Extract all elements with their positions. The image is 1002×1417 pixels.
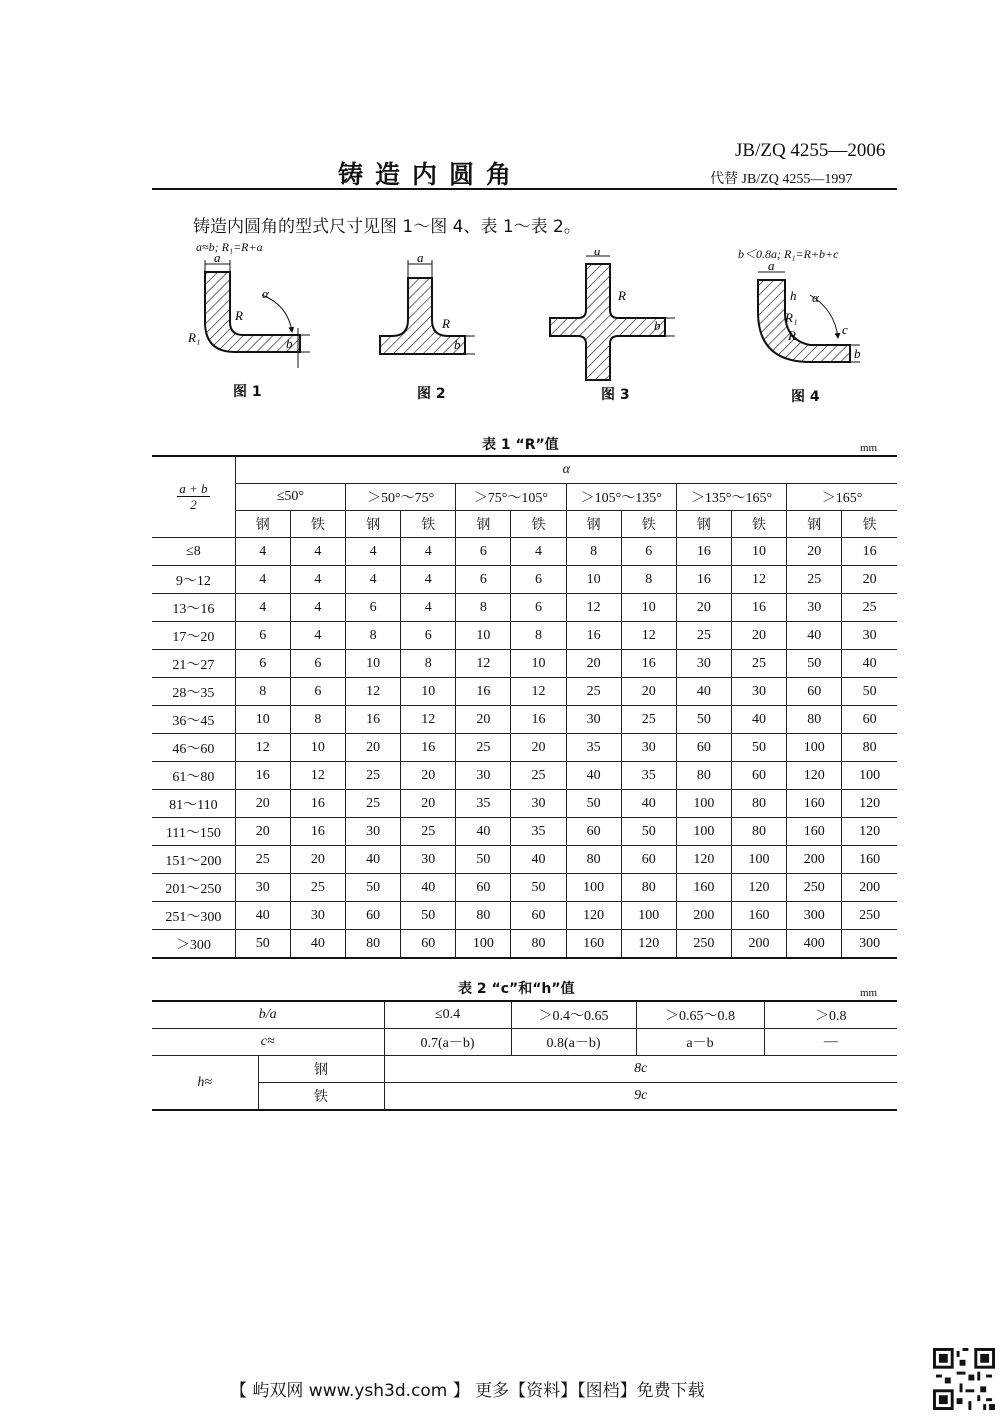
svg-text:R: R [618,288,626,303]
r-value-cell: 50 [787,650,842,678]
r-value-cell: 25 [456,734,511,762]
r-value-cell: 16 [621,650,676,678]
r-value-cell: 4 [511,538,566,566]
table-row [152,594,897,622]
r-value-cell: 160 [787,790,842,818]
r-value-cell: 50 [401,902,456,930]
r-value-cell: 100 [676,818,731,846]
table-row [152,678,897,706]
r-value-cell: 12 [346,678,401,706]
r-value-cell: 120 [842,790,897,818]
r-value-cell: 120 [842,818,897,846]
r-value-cell: 6 [511,594,566,622]
r-value-cell: 60 [346,902,401,930]
r-value-cell: 12 [621,622,676,650]
footer-text: 【 屿双网 www.ysh3d.com 】 更多【资料】【图档】免费下载 [230,1381,705,1401]
r-value-cell: 100 [787,734,842,762]
r-value-cell: 20 [235,818,290,846]
r-value-cell: 20 [290,846,345,874]
angle-group-header: ＞50°～75° [346,484,456,511]
svg-text:R: R [788,328,796,343]
replaces-standard: 代替 JB/ZQ 4255—1997 [710,172,853,187]
r-value-cell: 40 [621,790,676,818]
r-value-cell: 12 [401,706,456,734]
r-value-cell: 30 [511,790,566,818]
r-value-cell: 80 [456,902,511,930]
r-value-cell: 16 [566,622,621,650]
r-value-cell: 12 [731,566,786,594]
r-value-cell: 20 [787,538,842,566]
size-range-cell: 81～110 [152,790,235,818]
h-steel-value: 8c [384,1056,897,1083]
header-rule [152,188,897,190]
r-value-cell: 60 [676,734,731,762]
r-value-cell: 30 [235,874,290,902]
ratio-label: b/a [152,1001,384,1029]
r-value-cell: 25 [731,650,786,678]
r-value-cell: 25 [787,566,842,594]
r-value-cell: 120 [621,930,676,959]
r-value-cell: 16 [290,818,345,846]
r-value-cell: 40 [456,818,511,846]
r-value-cell: 4 [290,566,345,594]
r-value-cell: 50 [621,818,676,846]
r-value-cell: 20 [456,706,511,734]
r-value-cell: 120 [787,762,842,790]
r-value-cell: 50 [456,846,511,874]
r-value-cell: 16 [842,538,897,566]
figure-1-label: 图 1 [233,384,262,400]
r-value-cell: 25 [621,706,676,734]
size-range-cell: 111～150 [152,818,235,846]
r-value-cell: 80 [621,874,676,902]
r-value-cell: 4 [346,566,401,594]
r-value-cell: 6 [290,650,345,678]
svg-text:α: α [262,286,269,301]
r-value-cell: 20 [511,734,566,762]
qr-code-icon [933,1348,995,1410]
r-value-cell: 25 [290,874,345,902]
c-value: 0.7(a－b) [384,1029,511,1056]
table-1-caption: 表 1 “R”值 [482,437,559,453]
r-value-cell: 6 [290,678,345,706]
iron-header: 铁 [842,511,897,538]
size-range-cell: 36～45 [152,706,235,734]
r-value-cell: 16 [346,706,401,734]
svg-text:R₁: R₁ [188,330,201,345]
r-value-cell: 6 [456,566,511,594]
r-value-cell: 10 [290,734,345,762]
figure-2 [380,250,475,354]
r-value-cell: 40 [842,650,897,678]
iron-header: 铁 [290,511,345,538]
table-row [152,902,897,930]
figure-3-label: 图 3 [601,387,630,403]
row-header-cell: $\frac{a + b}{2}$ [152,456,235,538]
r-value-cell: 4 [401,538,456,566]
r-value-cell: 12 [566,594,621,622]
r-value-cell: 8 [566,538,621,566]
r-value-cell: 10 [566,566,621,594]
intro-text: 铸造内圆角的型式尺寸见图 1～图 4、表 1～表 2。 [193,217,581,237]
figure-4-label: 图 4 [791,389,820,405]
svg-text:a: a [417,250,424,265]
r-value-cell: 20 [401,762,456,790]
r-value-cell: 20 [346,734,401,762]
r-value-cell: 60 [731,762,786,790]
r-value-cell: 8 [456,594,511,622]
r-value-cell: 250 [676,930,731,959]
size-range-cell: ≤8 [152,538,235,566]
r-value-cell: 30 [346,818,401,846]
r-value-cell: 12 [511,678,566,706]
angle-group-header: ＞75°～105° [456,484,566,511]
r-value-cell: 200 [731,930,786,959]
r-value-cell: 4 [235,566,290,594]
size-range-cell: 13～16 [152,594,235,622]
r-value-cell: 40 [787,622,842,650]
table-row [152,622,897,650]
r-value-cell: 20 [731,622,786,650]
size-range-cell: 17～20 [152,622,235,650]
iron-header: 铁 [731,511,786,538]
r-value-cell: 25 [401,818,456,846]
angle-group-header: ＞135°～165° [676,484,786,511]
r-value-cell: 300 [842,930,897,959]
r-value-cell: 50 [511,874,566,902]
r-value-cell: 60 [842,706,897,734]
r-value-cell: 6 [456,538,511,566]
r-value-cell: 100 [621,902,676,930]
r-value-cell: 160 [731,902,786,930]
c-value: — [764,1029,897,1056]
r-value-cell: 120 [731,874,786,902]
table-row [152,650,897,678]
r-value-cell: 8 [511,622,566,650]
svg-text:b: b [854,346,861,361]
figure-3 [550,250,675,380]
iron-header: 铁 [621,511,676,538]
r-value-cell: 16 [676,538,731,566]
table-row [152,566,897,594]
r-value-cell: 40 [401,874,456,902]
svg-text:b: b [654,318,661,333]
size-range-cell: 61～80 [152,762,235,790]
r-value-cell: 20 [676,594,731,622]
svg-text:α: α [812,290,819,305]
table-row [152,706,897,734]
r-value-cell: 10 [456,622,511,650]
r-value-cell: 40 [235,902,290,930]
r-value-cell: 400 [787,930,842,959]
r-value-cell: 16 [401,734,456,762]
c-label: c≈ [152,1029,384,1056]
svg-text:R: R [235,308,243,323]
r-value-cell: 80 [787,706,842,734]
r-value-cell: 50 [346,874,401,902]
size-range-cell: 251～300 [152,902,235,930]
r-value-cell: 200 [676,902,731,930]
r-value-cell: 50 [731,734,786,762]
r-value-cell: 40 [566,762,621,790]
r-value-cell: 120 [676,846,731,874]
r-value-cell: 200 [842,874,897,902]
r-value-cell: 200 [787,846,842,874]
r-value-cell: 30 [566,706,621,734]
r-value-cell: 8 [346,622,401,650]
table-row [152,762,897,790]
r-value-cell: 20 [401,790,456,818]
r-value-cell: 80 [346,930,401,959]
r-value-cell: 4 [290,538,345,566]
r-value-table [152,455,897,959]
table-2-unit: mm [860,987,878,999]
r-value-cell: 16 [731,594,786,622]
r-value-cell: 250 [842,902,897,930]
r-value-cell: 6 [621,538,676,566]
r-value-cell: 50 [566,790,621,818]
figure-1 [187,250,310,368]
r-value-cell: 80 [731,818,786,846]
r-value-cell: 160 [566,930,621,959]
angle-group-header: ＞165° [787,484,897,511]
r-value-cell: 20 [842,566,897,594]
r-value-cell: 10 [731,538,786,566]
r-value-cell: 80 [566,846,621,874]
standard-code: JB/ZQ 4255—2006 [735,140,886,161]
steel-header: 钢 [456,511,511,538]
table-row [152,930,897,959]
r-value-cell: 8 [290,706,345,734]
svg-text:b: b [286,336,293,351]
r-value-cell: 25 [511,762,566,790]
r-value-cell: 50 [842,678,897,706]
r-value-cell: 4 [235,538,290,566]
r-value-cell: 300 [787,902,842,930]
size-range-cell: 46～60 [152,734,235,762]
r-value-cell: 10 [621,594,676,622]
r-value-cell: 6 [511,566,566,594]
h-label: h≈ [152,1056,258,1111]
r-value-cell: 60 [787,678,842,706]
r-value-cell: 20 [566,650,621,678]
steel-header: 钢 [235,511,290,538]
r-value-cell: 160 [676,874,731,902]
angle-group-header: ＞105°～135° [566,484,676,511]
r-value-cell: 100 [566,874,621,902]
figures-drawing [170,250,890,390]
r-value-cell: 8 [235,678,290,706]
figure-1-formula: a≈b; R₁=R+a [196,240,263,254]
r-value-cell: 8 [621,566,676,594]
r-value-cell: 12 [456,650,511,678]
svg-text:c: c [842,322,848,337]
r-value-cell: 25 [676,622,731,650]
r-value-cell: 10 [511,650,566,678]
r-value-cell: 100 [731,846,786,874]
h-iron-value: 9c [384,1083,897,1111]
steel-header: 钢 [676,511,731,538]
size-range-cell: 201～250 [152,874,235,902]
r-value-cell: 60 [511,902,566,930]
r-value-cell: 40 [290,930,345,959]
r-value-cell: 30 [787,594,842,622]
document-title: 铸造内圆角 [338,160,524,189]
r-value-cell: 35 [566,734,621,762]
r-value-cell: 20 [235,790,290,818]
table-row [152,818,897,846]
table-1-unit: mm [860,442,878,454]
svg-text:R₁: R₁ [785,310,798,325]
r-value-cell: 40 [676,678,731,706]
r-value-cell: 30 [456,762,511,790]
r-value-cell: 10 [401,678,456,706]
size-range-cell: 9～12 [152,566,235,594]
svg-text:a: a [768,258,775,273]
r-value-cell: 30 [676,650,731,678]
r-value-cell: 4 [401,566,456,594]
r-value-cell: 80 [511,930,566,959]
r-value-cell: 6 [401,622,456,650]
r-value-cell: 8 [401,650,456,678]
r-value-cell: 16 [290,790,345,818]
size-range-cell: ＞300 [152,930,235,959]
r-value-cell: 80 [842,734,897,762]
c-h-value-table [152,1000,897,1111]
size-range-cell: 28～35 [152,678,235,706]
r-value-cell: 25 [346,762,401,790]
r-value-cell: 30 [621,734,676,762]
ratio-range: ＞0.4～0.65 [511,1001,636,1029]
r-value-cell: 6 [235,622,290,650]
r-value-cell: 35 [456,790,511,818]
r-value-cell: 35 [621,762,676,790]
r-value-cell: 10 [346,650,401,678]
table-row [152,846,897,874]
ratio-range: ＞0.65～0.8 [636,1001,764,1029]
r-value-cell: 20 [621,678,676,706]
table-row [152,734,897,762]
r-value-cell: 60 [566,818,621,846]
r-value-cell: 4 [346,538,401,566]
r-value-cell: 25 [346,790,401,818]
table-2-caption: 表 2 “c”和“h”值 [458,981,575,997]
r-value-cell: 16 [235,762,290,790]
r-value-cell: 50 [235,930,290,959]
r-value-cell: 40 [346,846,401,874]
figure-4 [758,258,861,362]
r-value-cell: 10 [235,706,290,734]
steel-header: 钢 [566,511,621,538]
r-value-cell: 60 [401,930,456,959]
size-range-cell: 21～27 [152,650,235,678]
figure-4-formula: b＜0.8a; R₁=R+b+c [738,247,839,261]
angle-group-header: ≤50° [235,484,345,511]
r-value-cell: 4 [401,594,456,622]
svg-text:a: a [594,250,601,258]
r-value-cell: 30 [401,846,456,874]
steel-header: 钢 [346,511,401,538]
svg-text:b: b [454,337,461,352]
r-value-cell: 160 [787,818,842,846]
iron-header: 铁 [401,511,456,538]
ratio-range: ≤0.4 [384,1001,511,1029]
alpha-header: α [235,456,897,484]
r-value-cell: 50 [676,706,731,734]
r-value-cell: 25 [235,846,290,874]
iron-header: 铁 [511,511,566,538]
r-value-cell: 30 [290,902,345,930]
r-value-cell: 100 [456,930,511,959]
svg-text:a: a [214,250,221,265]
c-value: a－b [636,1029,764,1056]
r-value-cell: 4 [235,594,290,622]
r-value-cell: 35 [511,818,566,846]
table-row [152,874,897,902]
svg-text:R: R [442,316,450,331]
r-value-cell: 100 [842,762,897,790]
r-value-cell: 12 [235,734,290,762]
r-value-cell: 16 [511,706,566,734]
r-value-cell: 40 [511,846,566,874]
r-value-cell: 250 [787,874,842,902]
table-row [152,538,897,566]
steel-header: 钢 [787,511,842,538]
r-value-cell: 25 [842,594,897,622]
r-value-cell: 4 [290,622,345,650]
figure-2-label: 图 2 [417,386,446,402]
r-value-cell: 160 [842,846,897,874]
h-steel-label: 钢 [258,1056,384,1083]
r-value-cell: 6 [346,594,401,622]
r-value-cell: 80 [731,790,786,818]
r-value-cell: 16 [456,678,511,706]
ratio-range: ＞0.8 [764,1001,897,1029]
r-value-cell: 60 [456,874,511,902]
r-value-cell: 6 [235,650,290,678]
r-value-cell: 12 [290,762,345,790]
h-iron-label: 铁 [258,1083,384,1111]
r-value-cell: 4 [290,594,345,622]
size-range-cell: 151～200 [152,846,235,874]
table-row [152,790,897,818]
r-value-cell: 120 [566,902,621,930]
r-value-cell: 40 [731,706,786,734]
r-value-cell: 30 [842,622,897,650]
r-value-cell: 80 [676,762,731,790]
svg-text:h: h [790,288,797,303]
r-value-cell: 25 [566,678,621,706]
r-value-cell: 30 [731,678,786,706]
r-value-cell: 100 [676,790,731,818]
r-value-cell: 60 [621,846,676,874]
c-value: 0.8(a－b) [511,1029,636,1056]
r-value-cell: 16 [676,566,731,594]
